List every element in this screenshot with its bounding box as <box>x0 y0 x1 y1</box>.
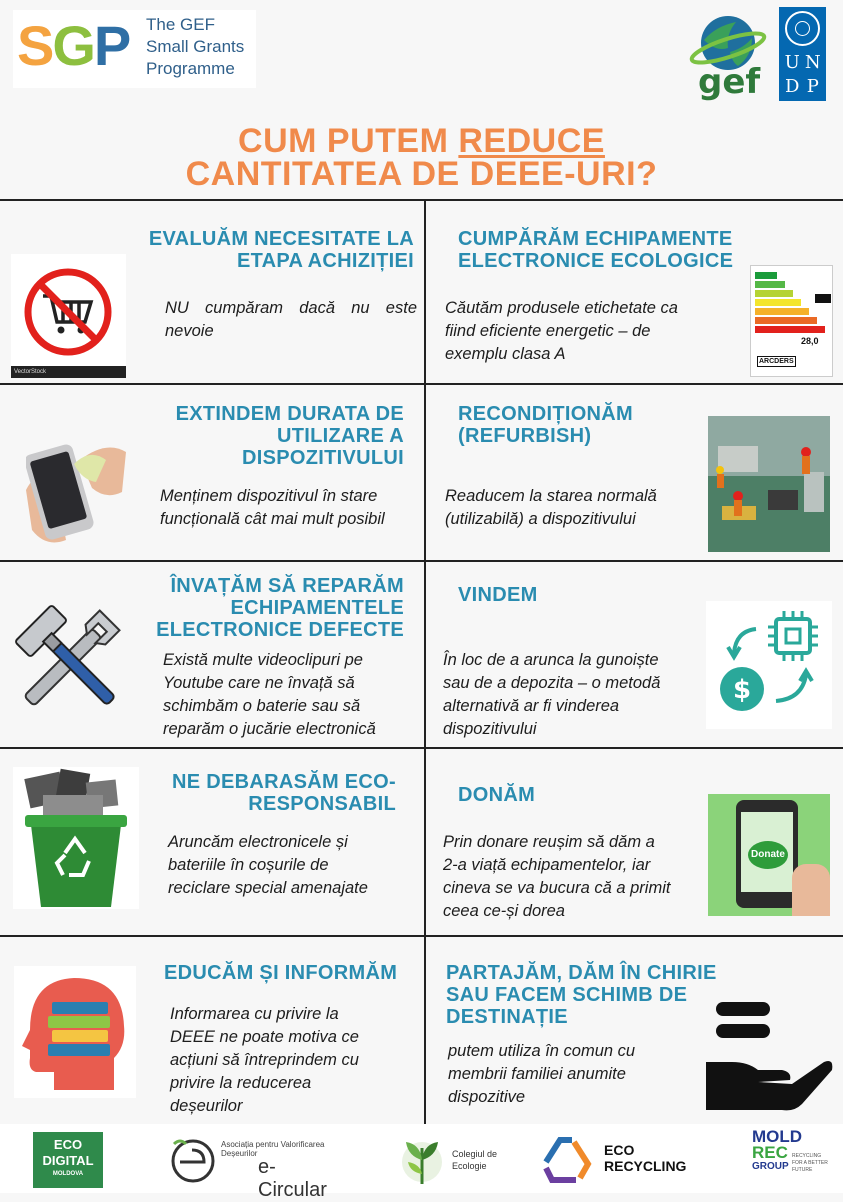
head-books-icon <box>14 966 136 1098</box>
wrench-hammer-image <box>10 600 130 720</box>
sgp-programme-name: The GEF Small Grants Programme <box>146 15 245 78</box>
cell-body: Informarea cu privire la DEEE ne poate motiva ce acțiuni să întreprindem cu privire la reducerea deșeurilor <box>170 1005 359 1115</box>
cell-body: Readucem la starea normală (utilizabilă) a dispozitivului <box>445 487 657 528</box>
sell-chip-image <box>706 601 832 729</box>
eco-digital-logo: ECO DIGITAL MOLDOVA <box>33 1132 103 1188</box>
e-circular-icon <box>168 1136 218 1186</box>
cell-body: putem utiliza în comun cu membrii familiei anumite dispozitive <box>448 1042 636 1106</box>
cell-heading: PARTAJĂM, DĂM ÎN CHIRIE SAU FACEM SCHIMB DE DESTINAȚIE <box>446 962 717 1028</box>
page-title: CUM PUTEM REDUCE CANTITATEA DE DEEE-URI? <box>185 122 658 193</box>
eco-recycling-logo: ECO RECYCLING <box>540 1132 710 1184</box>
recycle-bin-image <box>13 767 139 909</box>
divider <box>0 747 843 749</box>
sgp-logo <box>13 10 256 88</box>
tools-icon <box>10 600 130 720</box>
undp-letter: D <box>785 76 800 97</box>
image-caption: VectorStock <box>11 366 126 378</box>
hand-icon <box>702 1000 834 1112</box>
cell-heading: RECONDIȚIONĂM (REFURBISH) <box>458 403 634 447</box>
cell-heading: EXTINDEM DURATA DE UTILIZARE A DISPOZITIVULUI <box>175 403 404 469</box>
divider <box>424 200 426 1124</box>
cell-body: Există multe videoclipuri pe Youtube care ne învață să schimbăm o baterie sau să reparăm o jucărie electronică <box>163 651 376 738</box>
cell-heading: EDUCĂM ȘI INFORMĂM <box>164 962 398 984</box>
footer-logos <box>0 1124 843 1201</box>
cell-heading: ÎNVAȚĂM SĂ REPARĂM ECHIPAMENTELE ELECTRONICE DEFECTE <box>156 575 404 641</box>
cell-body: Prin donare reușim să dăm a 2-a viață echipamentelor, iar cineva se va bucura că a primit ceea ce-și dorea <box>443 833 671 920</box>
no-shopping-cart-image <box>11 254 126 378</box>
undp-letter: U <box>784 52 800 73</box>
divider <box>0 199 843 201</box>
undp-letter: P <box>806 76 819 97</box>
cell-heading: NE DEBARASĂM ECO- RESPONSABIL <box>172 771 396 815</box>
moldrec-logo: MOLD REC GROUP RECYCLING FOR A BETTER FUTURE <box>752 1127 828 1173</box>
cell-body: În loc de a arunca la gunoiște sau de a depozita – o metodă alternativă ar fi vinderea dispozitivului <box>443 651 661 738</box>
circuit-board-icon <box>708 416 830 552</box>
sgp-letters: SGP <box>17 14 130 77</box>
energy-value: 28,0 <box>801 336 819 346</box>
cell-heading: CUMPĂRĂM ECHIPAMENTE ELECTRONICE ECOLOGICE <box>458 228 734 272</box>
recycle-bin-icon <box>13 767 139 909</box>
cell-body: NU cumpăram dacă nu este nevoie <box>165 299 417 340</box>
phone-cleaning-image <box>26 430 130 548</box>
cell-body: Aruncăm electronicele și bateriile în coșurile de reciclare special amenajate <box>168 833 368 897</box>
no-cart-icon <box>11 254 126 364</box>
colegiul-ecologie-logo: Colegiul de Ecologie <box>398 1130 510 1188</box>
circuit-workers-image <box>708 416 830 552</box>
plant-icon <box>398 1130 446 1188</box>
chip-dollar-icon <box>706 601 832 729</box>
smartphone-icon <box>26 430 130 548</box>
divider <box>0 383 843 385</box>
undp-logo <box>779 7 826 101</box>
cell-body: Menținem dispozitivul în stare funcțională cât mai mult posibil <box>160 487 385 528</box>
energy-brand: ARCDERS <box>759 358 794 365</box>
divider <box>0 935 843 937</box>
sharing-hand-image <box>702 1000 834 1112</box>
cell-heading: VINDEM <box>458 584 538 606</box>
cell-heading: EVALUĂM NECESITATE LA ETAPA ACHIZIȚIEI <box>148 228 414 272</box>
divider <box>0 560 843 562</box>
undp-letter: N <box>804 52 821 73</box>
cell-heading: DONĂM <box>458 784 536 806</box>
donate-button: Donate <box>748 841 788 869</box>
energy-label-image <box>750 265 833 377</box>
cell-body: Căutăm produsele etichetate ca fiind eficiente energetic – de exemplu clasa A <box>445 299 678 363</box>
un-emblem-icon <box>785 11 820 46</box>
recycling-arrows-icon <box>540 1134 596 1184</box>
e-circular-logo: Asociația pentru Valorificarea Deșeurilor e-Circular <box>166 1130 344 1188</box>
gef-label: gef <box>698 62 761 102</box>
svg-text:$: $ <box>732 675 752 705</box>
head-books-image <box>14 966 136 1098</box>
donate-phone-image <box>708 794 830 916</box>
gef-logo <box>686 8 770 104</box>
